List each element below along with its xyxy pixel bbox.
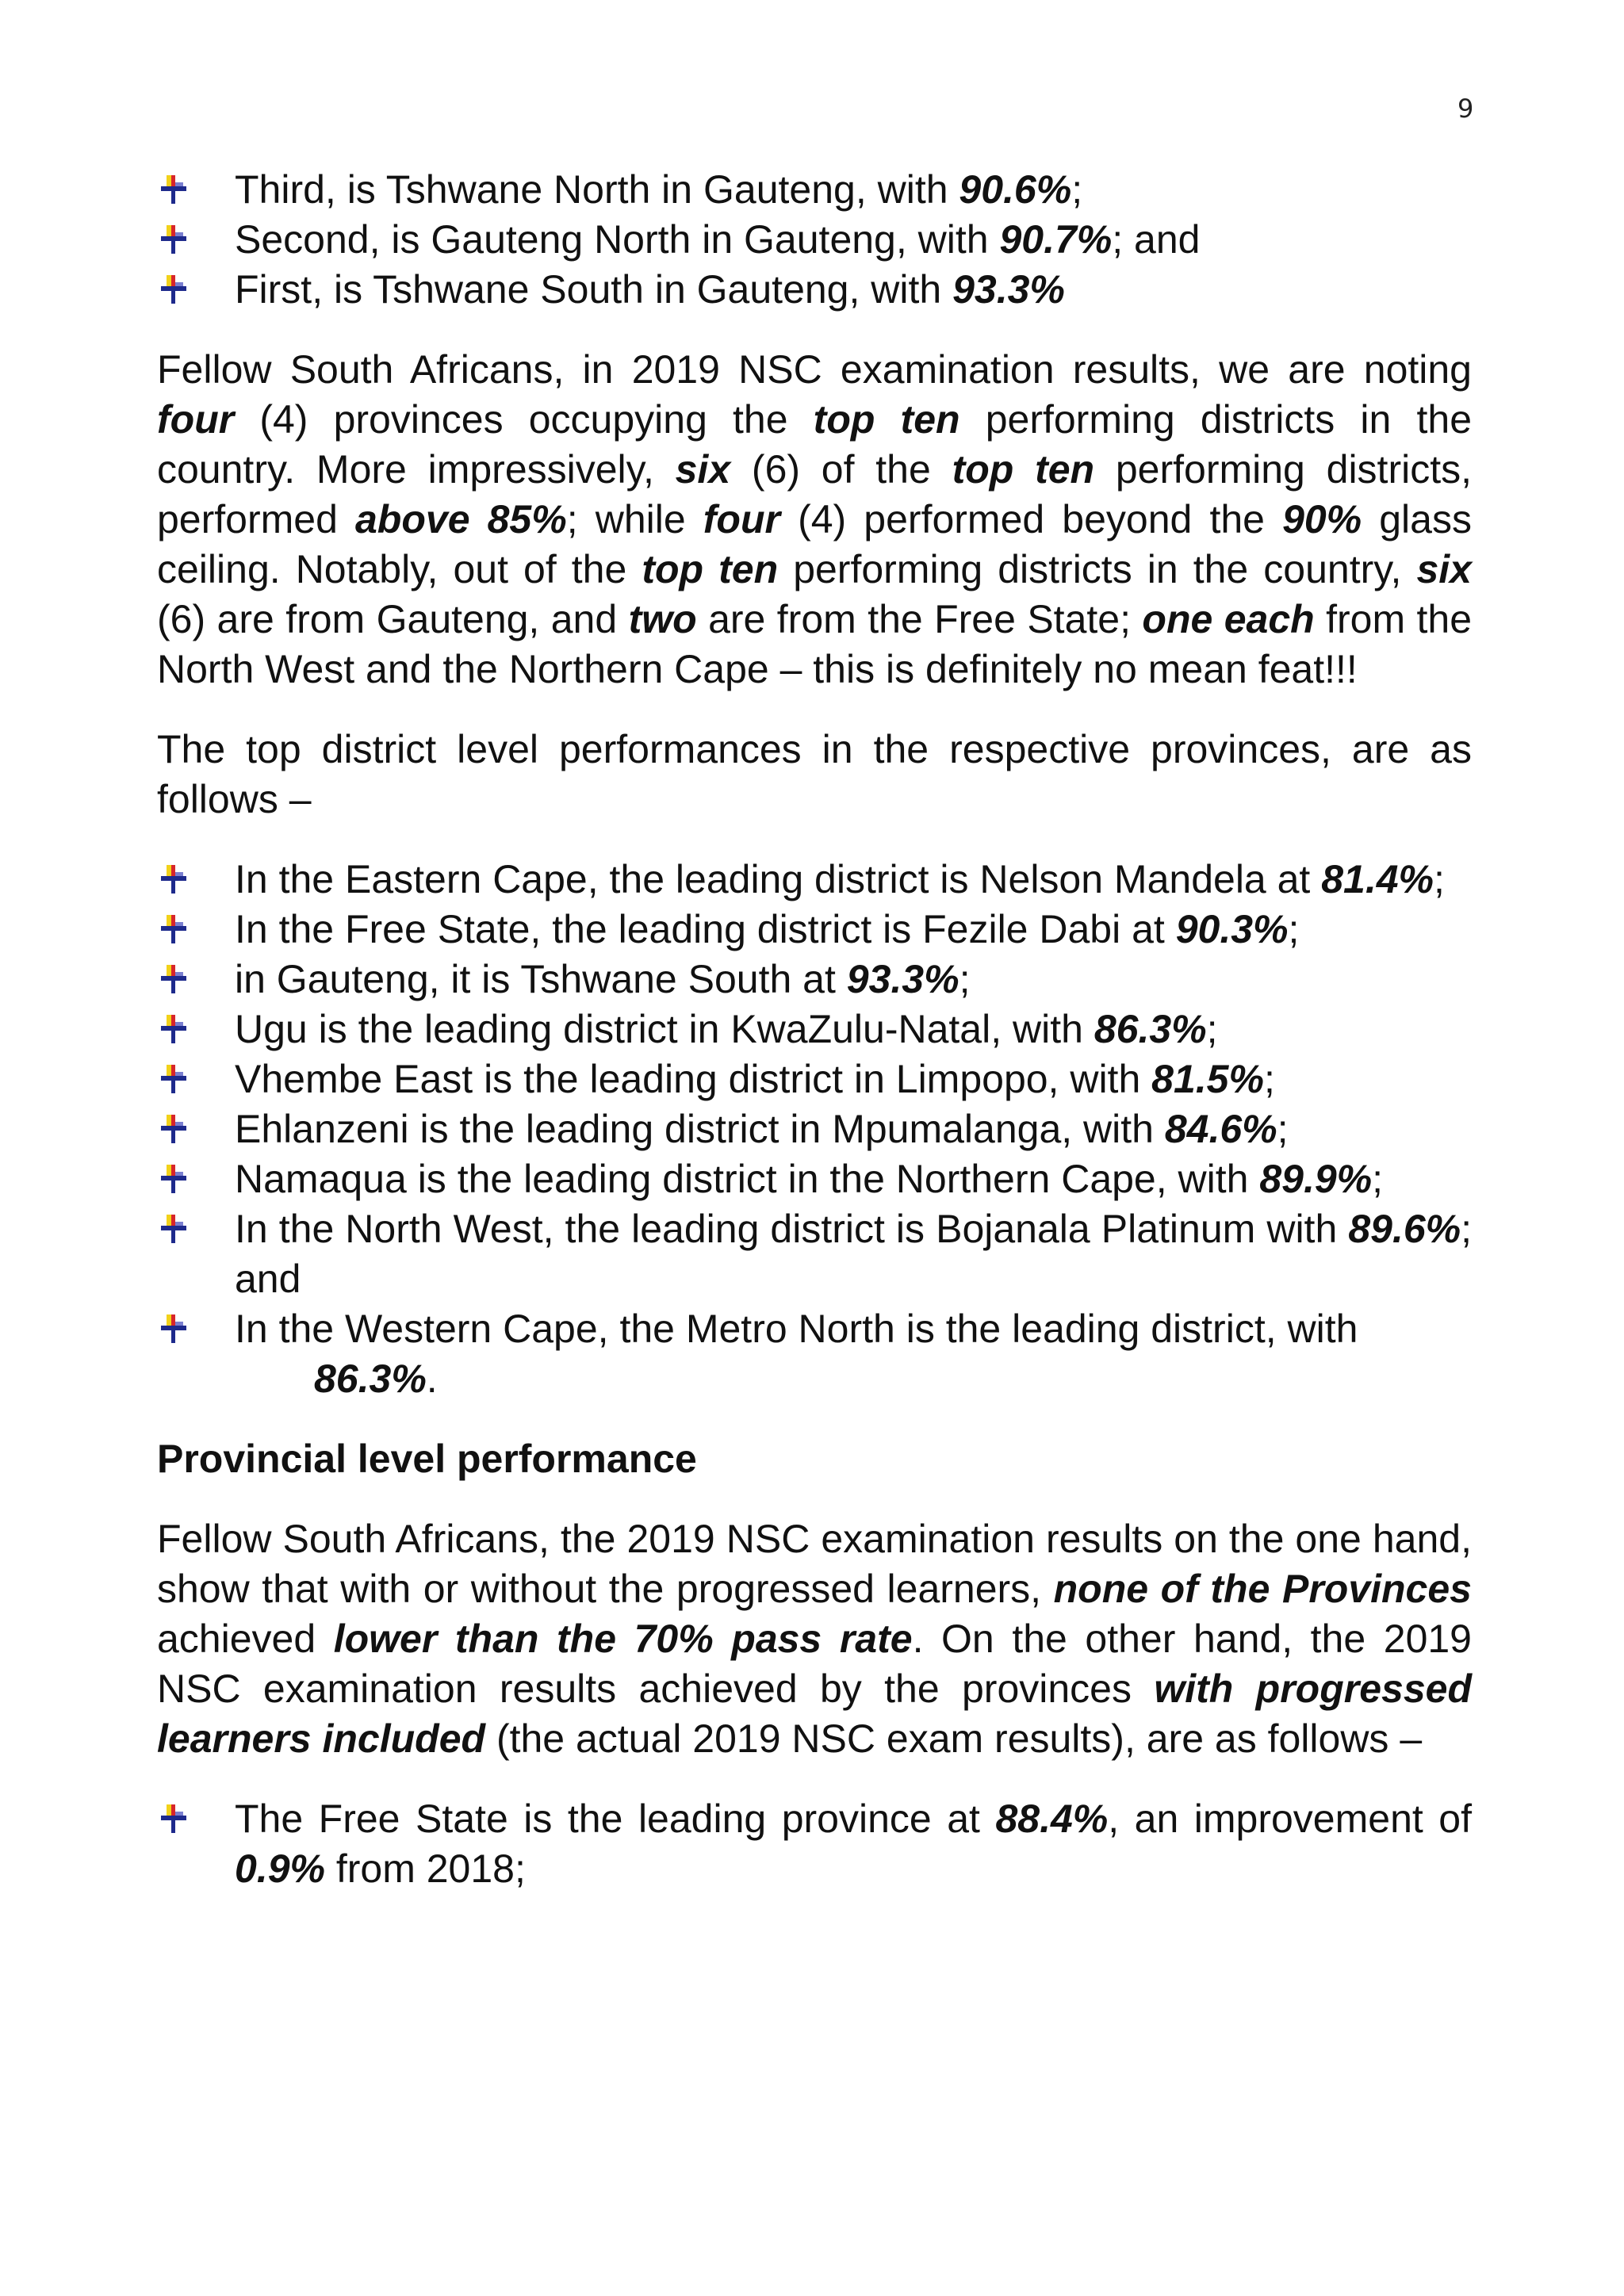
list-item (157, 1004, 1472, 1054)
item-suffix: ; and (235, 1207, 1472, 1301)
item-suffix: ; (1071, 167, 1083, 212)
text-run: ; while (566, 497, 703, 541)
item-text: Vhembe East is the leading district in Limpopo, with (235, 1057, 1152, 1101)
emphasis: six (675, 447, 731, 492)
item-suffix: . (426, 1357, 438, 1401)
text-run: performing districts, performed (157, 447, 1472, 541)
item-value: 89.9% (1259, 1157, 1373, 1201)
list-item (157, 1054, 1472, 1104)
emphasis: top ten (642, 547, 779, 591)
item-value: 81.4% (1321, 857, 1434, 901)
page-number: 9 (1457, 94, 1474, 124)
item-text: , an improvement of (1108, 1797, 1472, 1841)
list-item (157, 855, 1472, 905)
cross-bullet-icon (160, 1014, 187, 1044)
item-suffix: ; (1263, 1057, 1275, 1101)
cross-bullet-icon (160, 1314, 187, 1344)
cross-bullet-icon (160, 1164, 187, 1194)
list-item (157, 955, 1472, 1004)
item-text: Second, is Gauteng North in Gauteng, with (235, 217, 1000, 262)
item-text: In the Free State, the leading district is Fezile Dabi at (235, 907, 1176, 951)
emphasis: four (157, 397, 235, 442)
item-value: 90.3% (1175, 907, 1289, 951)
item-suffix: from 2018; (324, 1846, 526, 1891)
emphasis: two (628, 597, 697, 641)
page-content (157, 165, 1472, 1894)
cross-bullet-icon (160, 174, 187, 205)
paragraph-district-intro: The top district level performances in the respective provinces, are as follows – (157, 727, 1472, 821)
item-value: 0.9% (235, 1846, 325, 1891)
item-text: In the Eastern Cape, the leading district is Nelson Mandela at (235, 857, 1322, 901)
emphasis: none of the Provinces (1053, 1567, 1472, 1611)
item-value: 86.3% (1094, 1007, 1207, 1051)
text-run: (6) of the (730, 447, 952, 492)
paragraph-top-ten (157, 345, 1472, 695)
item-value: 86.3% (314, 1357, 427, 1401)
item-text: in Gauteng, it is Tshwane South at (235, 957, 847, 1001)
text-run: (4) performed beyond the (779, 497, 1283, 541)
list-item (157, 215, 1472, 265)
item-suffix: ; (1372, 1157, 1384, 1201)
emphasis: with progressed learners included (157, 1667, 1472, 1761)
province-list (157, 1794, 1472, 1894)
item-text: Ugu is the leading district in KwaZulu-Natal, with (235, 1007, 1094, 1051)
text-run: (the actual 2019 NSC exam results), are as follows – (485, 1716, 1423, 1761)
cross-bullet-icon (160, 964, 187, 994)
text-run: from the North West and the Northern Cape – this is definitely no mean feat!!! (157, 597, 1473, 691)
item-suffix: ; (1434, 857, 1445, 901)
item-value: 89.6% (1348, 1207, 1461, 1251)
emphasis: four (703, 497, 780, 541)
item-text: In the North West, the leading district is Bojanala Platinum with (235, 1207, 1349, 1251)
list-item (157, 905, 1472, 955)
text-run: Fellow South Africans, the 2019 NSC examination results on the one hand, show that with or without the progressed learners, (157, 1517, 1472, 1611)
text-run: Fellow South Africans, in 2019 NSC examination results, we are noting (157, 347, 1472, 392)
item-suffix: ; (1206, 1007, 1218, 1051)
text-run: achieved (157, 1617, 334, 1661)
item-text: The Free State is the leading province at (235, 1797, 996, 1841)
item-indent (235, 1357, 438, 1401)
text-run: (6) are from Gauteng, and (157, 597, 629, 641)
section-heading: Provincial level performance (157, 1437, 697, 1481)
emphasis: one each (1142, 597, 1315, 641)
list-item (157, 1204, 1472, 1304)
item-suffix: ; (1277, 1107, 1289, 1151)
item-value: 81.5% (1151, 1057, 1264, 1101)
item-text: In the Western Cape, the Metro North is the leading district, with (235, 1307, 1358, 1351)
text-run: performing districts in the country, (778, 547, 1417, 591)
cross-bullet-icon (160, 914, 187, 944)
item-suffix: ; and (1112, 217, 1201, 262)
cross-bullet-icon (160, 1804, 187, 1834)
emphasis: top ten (813, 397, 960, 442)
cross-bullet-icon (160, 274, 187, 304)
list-item (157, 265, 1472, 315)
text-run: are from the Free State; (696, 597, 1143, 641)
cross-bullet-icon (160, 1064, 187, 1094)
list-item (157, 165, 1472, 215)
emphasis: 90% (1282, 497, 1362, 541)
item-value: 93.3% (952, 267, 1065, 312)
item-text: First, is Tshwane South in Gauteng, with (235, 267, 953, 312)
district-list (157, 855, 1472, 1404)
emphasis: six (1416, 547, 1472, 591)
text-run: performing districts in the country. More impressively, (157, 397, 1472, 492)
list-item (157, 1304, 1472, 1404)
item-value: 90.7% (999, 217, 1113, 262)
paragraph-provincial (157, 1514, 1472, 1764)
text-run: (4) provinces occupying the (234, 397, 814, 442)
emphasis: lower than the 70% pass rate (333, 1617, 913, 1661)
list-item (157, 1104, 1472, 1154)
cross-bullet-icon (160, 224, 187, 254)
item-value: 93.3% (846, 957, 959, 1001)
item-text: Third, is Tshwane North in Gauteng, with (235, 167, 959, 212)
emphasis: top ten (952, 447, 1095, 492)
item-suffix: ; (959, 957, 971, 1001)
text-run: glass ceiling. Notably, out of the (157, 497, 1472, 591)
text-run: . On the other hand, the 2019 NSC examination results achieved by the provinces (157, 1617, 1472, 1711)
cross-bullet-icon (160, 1114, 187, 1144)
list-item (157, 1794, 1472, 1894)
item-value: 88.4% (995, 1797, 1109, 1841)
list-item (157, 1154, 1472, 1204)
item-text: Ehlanzeni is the leading district in Mpumalanga, with (235, 1107, 1165, 1151)
cross-bullet-icon (160, 864, 187, 894)
item-suffix: ; (1288, 907, 1300, 951)
item-value: 84.6% (1164, 1107, 1277, 1151)
emphasis: above 85% (355, 497, 567, 541)
cross-bullet-icon (160, 1214, 187, 1244)
top-district-list (157, 165, 1472, 315)
item-text: Namaqua is the leading district in the Northern Cape, with (235, 1157, 1260, 1201)
item-value: 90.6% (959, 167, 1072, 212)
